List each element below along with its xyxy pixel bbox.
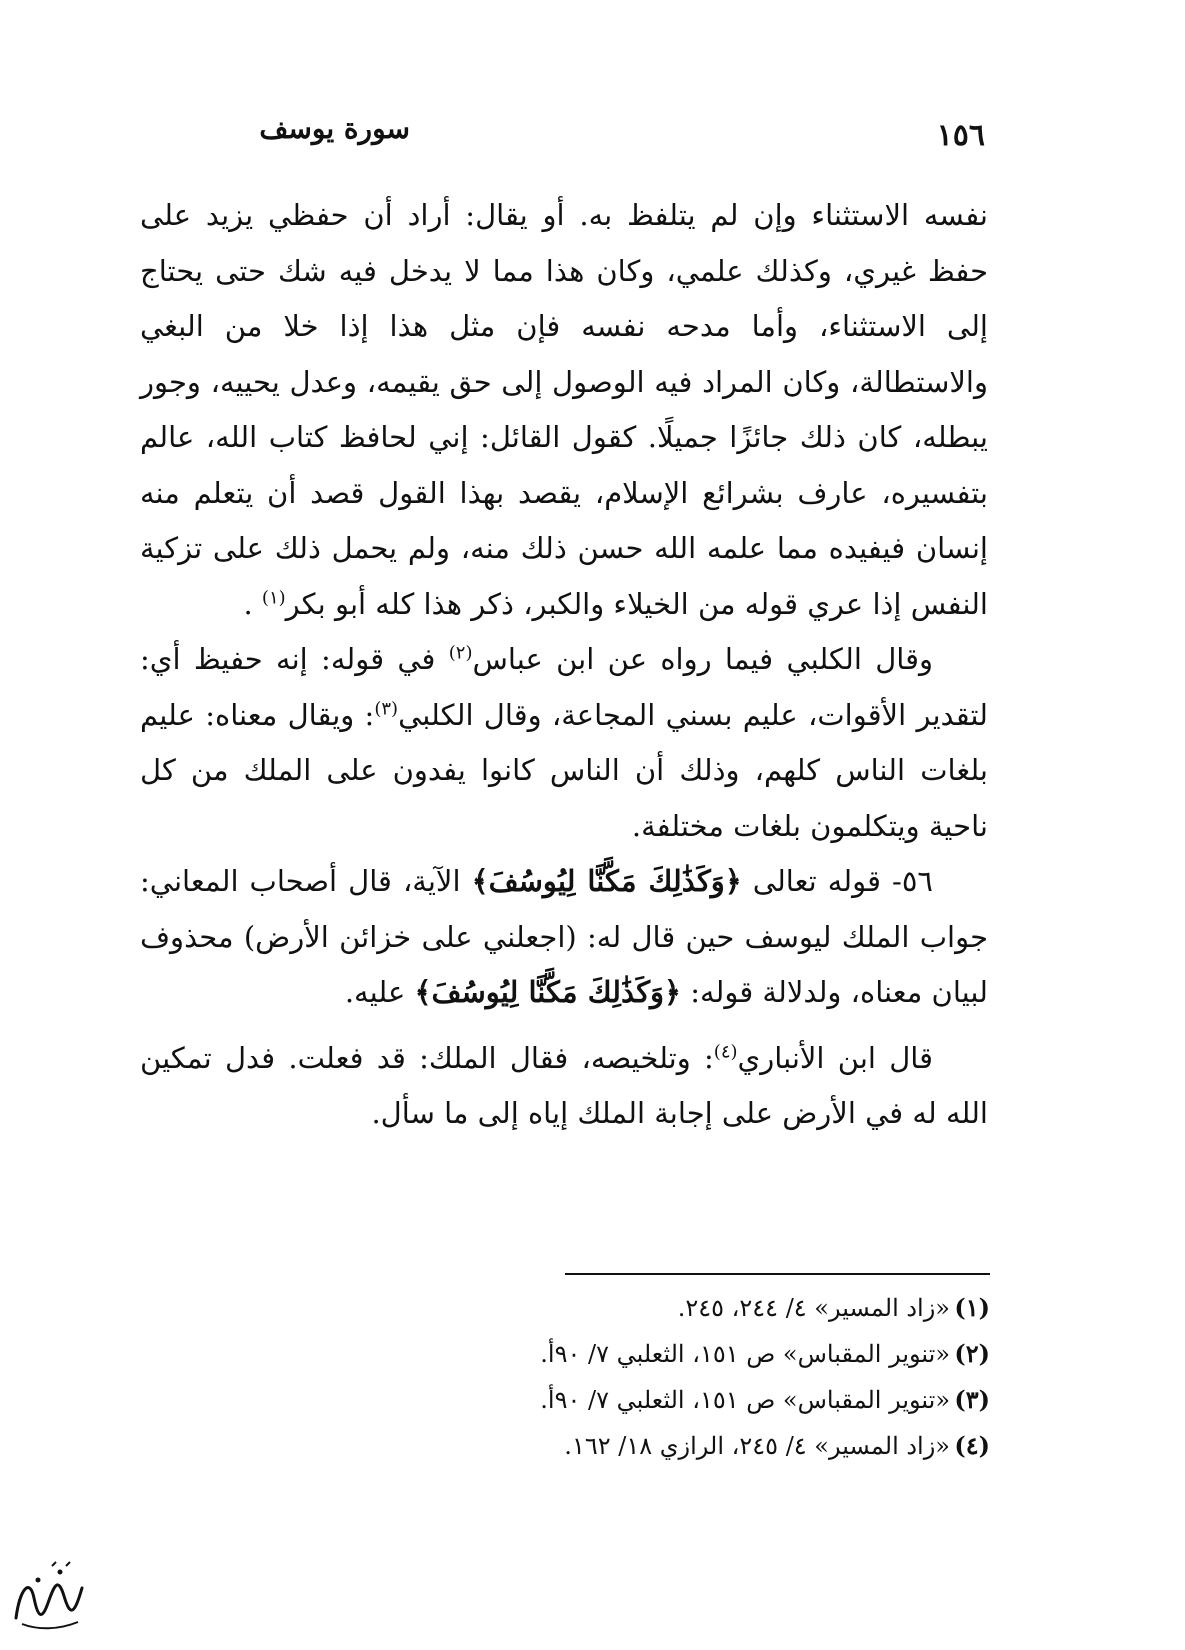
footnote-item	[300, 1331, 990, 1377]
page-number: ١٥٦	[936, 118, 985, 153]
footnote-ref-2: (٢)	[448, 642, 473, 664]
paragraph-2	[140, 632, 988, 854]
quran-verse-2: ﴿وَكَذَٰلِكَ مَكَّنَّا لِيُوسُفَ﴾	[414, 975, 681, 1009]
paragraph-4-text-b: : وتلخيصه، فقال الملك: قد فعلت. فدل تمكين الله له في الأرض على إجابة الملك إياه إلى ما سأل.	[140, 1040, 988, 1130]
surah-title: سورة يوسف	[259, 112, 410, 145]
page-header	[195, 112, 995, 162]
footnote-divider	[565, 1273, 990, 1275]
paragraph-2-text-a: وقال الكلبي فيما رواه عن ابن عباس	[472, 642, 933, 676]
footnote-number: (١)	[954, 1293, 990, 1322]
paragraph-3-text-b: الآية، قال أصحاب المعاني: جواب الملك ليوسف حين قال له: (اجعلني على خزائن الأرض) محذوف لبيان معناه، ولدلالة قوله:	[140, 864, 988, 1009]
paragraph-4	[140, 1031, 988, 1142]
footnote-number: (٤)	[954, 1431, 990, 1460]
footnote-number: (٣)	[954, 1385, 990, 1414]
paragraph-2-text-c: : ويقال معناه: عليم بلغات الناس كلهم، وذلك أن الناس كانوا يفدون على الملك من كل ناحية ويتكلمون بلغات مختلفة.	[140, 697, 988, 843]
paragraph-2-text-b: في قوله: إنه حفيظ أي: لتقدير الأقوات، عليم بسني المجاعة، وقال الكلبي	[140, 642, 988, 732]
footnote-text: «تنوير المقباس» ص ١٥١، الثعلبي ٧/ ٩٠أ.	[540, 1386, 950, 1414]
main-text	[140, 188, 988, 1142]
paragraph-3-text-a: ٥٦- قوله تعالى	[741, 864, 933, 898]
footnotes	[300, 1285, 990, 1469]
calligraphy-logo-icon	[8, 1558, 88, 1638]
footnote-item	[300, 1377, 990, 1423]
paragraph-1-text: نفسه الاستثناء وإن لم يتلفظ به. أو يقال: أراد أن حفظي يزيد على حفظ غيري، وكذلك علمي، وكان هذا مما لا يدخل فيه شك حتى يحتاج إلى الاستثناء، وأما مدحه نفسه فإن مثل هذا إذا خلا من البغي والاستطالة، وكان المراد فيه الوصول إلى حق يقيمه، وعدل يحييه، وجور يبطله، كان ذلك جائزًا جميلًا. كقول القائل: إني لحافظ كتاب الله، عالم بتفسيره، عارف بشرائع الإسلام، يقصد بهذا القول قصد أن يتعلم منه إنسان فيفيده مما علمه الله حسن ذلك منه، ولم يحمل ذلك على تزكية النفس إذا عري قوله من الخيلاء والكبر، ذكر هذا كله أبو بكر	[140, 198, 988, 621]
footnote-text: «زاد المسير» ٤/ ٢٤٥، الرازي ١٨/ ١٦٢.	[564, 1432, 950, 1460]
footnote-text: «زاد المسير» ٤/ ٢٤٤، ٢٤٥.	[677, 1294, 950, 1322]
paragraph-1	[140, 188, 988, 632]
footnote-ref-3: (٣)	[374, 697, 399, 719]
paragraph-1-end: .	[243, 586, 262, 621]
footnote-item	[300, 1423, 990, 1469]
footnote-ref-4: (٤)	[713, 1040, 738, 1062]
quran-verse: ﴿وَكَذَٰلِكَ مَكَّنَّا لِيُوسُفَ﴾	[471, 864, 742, 898]
paragraph-3-text-c: عليه.	[344, 975, 415, 1009]
footnote-item	[300, 1285, 990, 1331]
paragraph-3	[140, 854, 988, 1021]
footnote-number: (٢)	[954, 1339, 990, 1368]
footnote-text: «تنوير المقباس» ص ١٥١، الثعلبي ٧/ ٩٠أ.	[540, 1340, 950, 1368]
footnote-ref-1: (١)	[261, 586, 286, 608]
paragraph-4-text-a: قال ابن الأنباري	[737, 1040, 933, 1075]
